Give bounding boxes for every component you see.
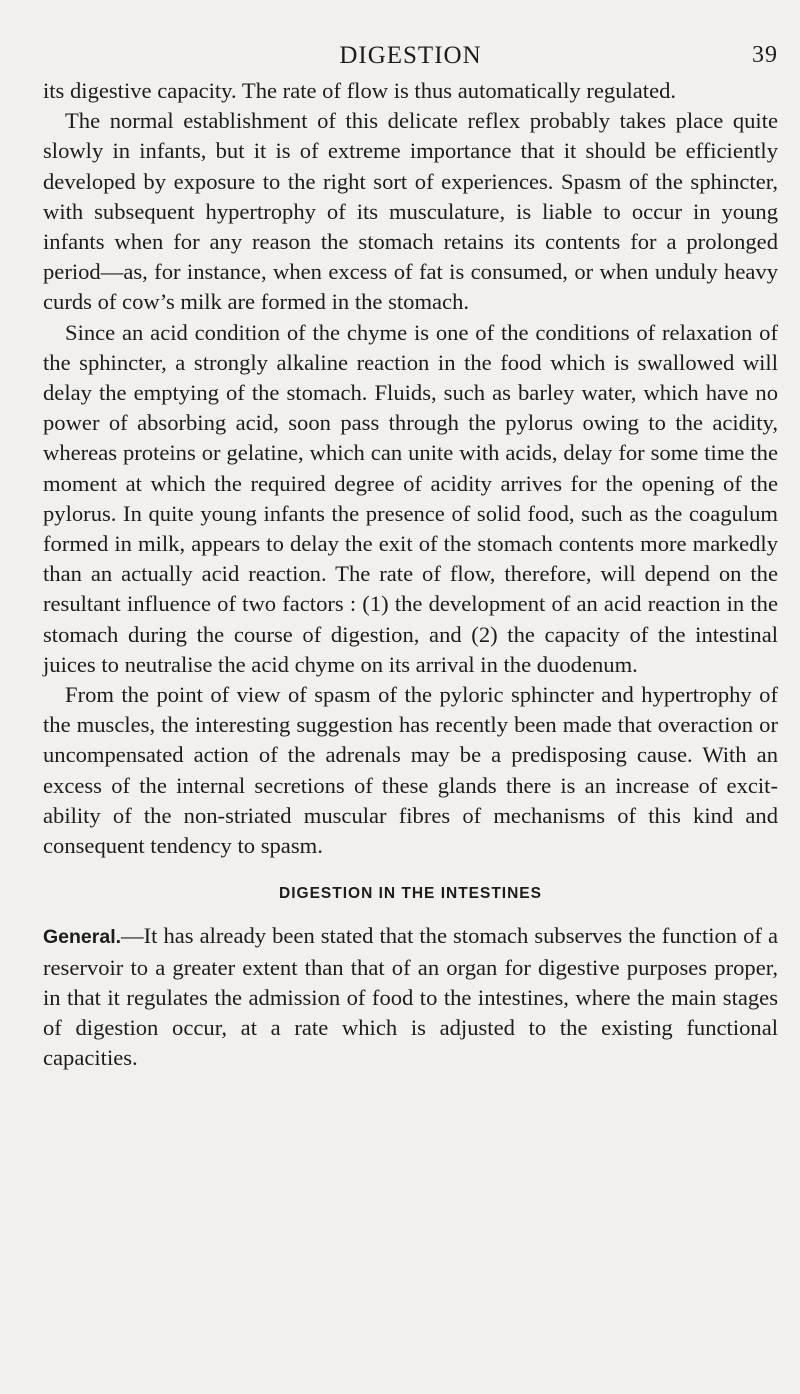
body-text	[43, 76, 778, 1074]
run-in-heading: General.	[43, 926, 122, 949]
paragraph-acid-condition: Since an acid condition of the chyme is one of the conditions of relaxation of the sphincter, a strongly alkaline reaction in the food which is swallowed will delay the emptying of the stomach. Fluids, such as barley water, which have no power of absorbing acid, soon pass through the pylorus owing to the acidity, whereas proteins or gelatine, which can unite with acids, delay for some time the moment at which the required degree of acidity arrives for the opening of the pylorus. In quite young infants the presence of solid food, such as the coagulum formed in milk, appears to delay the exit of the stomach contents more markedly than an actually acid reaction. The rate of flow, therefore, will depend on the resultant influence of two factors : (1) the development of an acid reaction in the stomach during the course of digestion, and (2) the capacity of the intestinal juices to neutralise the acid chyme on its arrival in the duodenum.	[43, 319, 778, 677]
paragraph-continuation: its digestive capacity. The rate of flow is thus automatically regulated.	[43, 78, 677, 103]
paragraph-pyloric-spasm: From the point of view of spasm of the pyloric sphincter and hypertrophy of the muscles, the interesting suggestion has recently been made that overaction or uncompensated action of the adrenals may be a predisposing cause. With an excess of the internal secretions of these glands there is an increase of excitability of the non-striated muscular fibres of mechanisms of this kind and consequent tendency to spasm.	[43, 682, 778, 859]
paragraph-reflex-establishment: The normal establishment of this delicate reflex probably takes place quite slowly in infants, but it is of extreme importance that it should be efficiently developed by exposure to the right sort of experiences. Spasm of the sphincter, with subsequent hypertrophy of its musculature, is liable to occur in young infants when for any reason the stomach retains its contents for a prolonged period—as, for instance, when excess of fat is consumed, or when unduly heavy curds of cow’s milk are formed in the stomach.	[43, 108, 778, 315]
section-heading: DIGESTION IN THE INTESTINES	[279, 885, 542, 903]
book-page	[43, 40, 778, 1074]
paragraph-general	[43, 921, 778, 1073]
paragraph-general-text: —It has already been stated that the stomach subserves the function of a reservoir to a greater extent than that of an organ for digestive purposes proper, in that it regulates the admission of food to the intestines, where the main stages of digestion occur, at a rate which is adjusted to the existing functional capacities.	[43, 923, 778, 1071]
running-title: DIGESTION	[339, 42, 482, 69]
running-head	[43, 40, 778, 76]
page-number: 39	[752, 42, 778, 68]
